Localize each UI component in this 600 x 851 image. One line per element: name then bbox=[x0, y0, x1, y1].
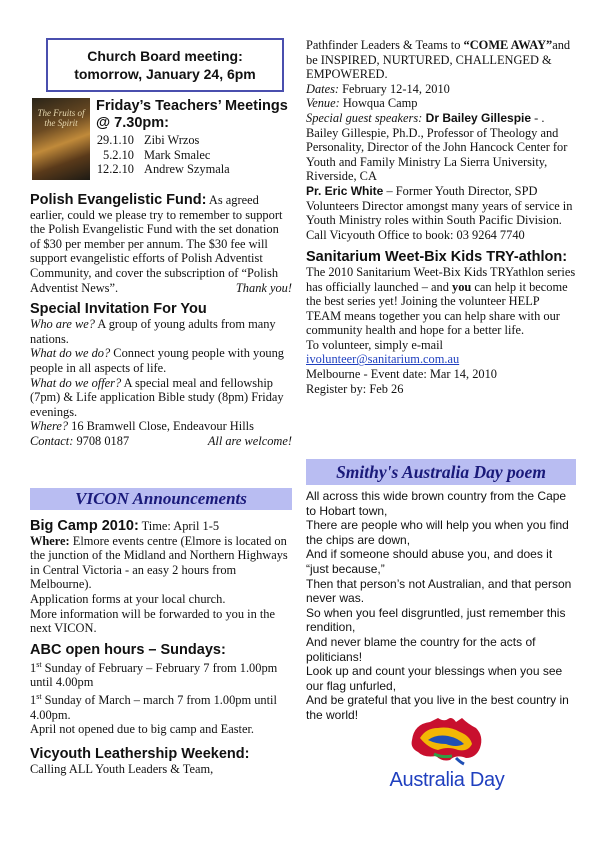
australia-map-icon bbox=[372, 714, 522, 766]
sanitarium-body-2: can help it become the best series yet! Joining the volunteer HELP TEAM means together you can help share with our community health and hope for a better life. bbox=[306, 279, 568, 338]
abc-ordinal: 1 bbox=[30, 693, 37, 708]
invitation-question: Who are we? bbox=[30, 317, 95, 332]
speaker-2-bio: – Former Youth Director, SPD Volunteers Director amongst many years of service in Youth Ministry roles within South Pacific Division. Call Vicyouth Office to book: 03 9264 7740 bbox=[306, 183, 573, 242]
leadership-text-2: and be INSPIRED, NURTURED, CHALLENGED & EMPOWERED. bbox=[306, 38, 571, 82]
book-cover-image bbox=[32, 98, 90, 180]
speaker-1-name: Dr Bailey Gillespie bbox=[422, 110, 532, 125]
teachers-list bbox=[96, 133, 296, 177]
invitation-answer: Connect young people with young people in all aspects of life. bbox=[30, 346, 284, 375]
sanitarium-volunteer: To volunteer, simply e-mail bbox=[306, 337, 443, 352]
speaker-1-bio: - . Bailey Gillespie, Ph.D., Professor of Theology and Personality, Director of the John Hancock Center for Youth and Family Ministry La Sierra University, Riverside, CA bbox=[306, 110, 568, 184]
right-column bbox=[306, 38, 576, 396]
polish-fund-body: As agreed earlier, could we please try to remember to support the Polish Evangelistic Fund with the set donation of $30 per member per annum. The $30 fee will support evangelistic efforts of Polish Adventist Community, and cover the subscription of “Polish Adventist News”. bbox=[30, 193, 283, 295]
speaker-2-name: Pr. Eric White bbox=[306, 183, 384, 198]
sanitarium-body: The 2010 Sanitarium Weet-Bix Kids TRYathlon series has officially launched – and bbox=[306, 264, 576, 294]
abc-ordinal-suffix: st bbox=[36, 692, 42, 702]
bigcamp-time-value: April 1-5 bbox=[170, 519, 220, 533]
poem-line: And if someone should abuse you, and does it “just because,” bbox=[306, 547, 553, 576]
teacher-name: Mark Smalec bbox=[144, 147, 211, 162]
board-line-1: Church Board meeting: bbox=[87, 48, 243, 64]
teacher-date: 12.2.10 bbox=[96, 162, 134, 177]
book-cover-title: The Fruits of the Spirit bbox=[37, 108, 85, 128]
poem-line: So when you feel disgruntled, just remember this rendition, bbox=[306, 605, 566, 635]
invitation-contact: 9708 0187 bbox=[73, 433, 130, 448]
teachers-heading: Friday’s Teachers’ Meetings @ 7.30pm: bbox=[96, 98, 288, 131]
bigcamp-forms: Application forms at your local church. bbox=[30, 591, 226, 606]
invitation-question: Contact: bbox=[30, 433, 74, 448]
bigcamp-where-value: Elmore events centre (Elmore is located on the junction of the Midland and Northern Highways in Central Victoria - an easy 2 hours from Melbourne). bbox=[30, 533, 288, 592]
sanitarium-you: you bbox=[452, 279, 472, 294]
abc-april-note: April not opened due to big camp and Easter. bbox=[30, 722, 255, 737]
teacher-row bbox=[92, 162, 296, 177]
teacher-row bbox=[92, 133, 296, 148]
polish-fund-heading: Polish Evangelistic Fund: bbox=[30, 192, 207, 208]
invitation-section bbox=[30, 301, 292, 448]
leadership-speakers-label: Special guest speakers: bbox=[306, 110, 423, 125]
invitation-answer: A group of young adults from many nations. bbox=[30, 317, 276, 346]
poem-line: All across this wide brown country from the Cape to Hobart town, bbox=[306, 489, 567, 518]
bigcamp-heading: Big Camp 2010: bbox=[30, 518, 139, 534]
bigcamp-time-label: Time: bbox=[138, 519, 171, 533]
bigcamp-where-label: Where: bbox=[30, 533, 70, 548]
abc-feb-hours: Sunday of February – February 7 from 1.00pm until 4.00pm bbox=[30, 660, 278, 690]
leadership-dates-value: February 12-14, 2010 bbox=[339, 81, 450, 96]
australia-day-logo-text: Australia Day bbox=[389, 769, 505, 791]
invitation-question: What do we do? bbox=[30, 346, 111, 361]
poem-line: There are people who will help you when you find the chips are down, bbox=[306, 518, 569, 547]
abc-mar-hours: Sunday of March – march 7 from 1.00pm until 4.00pm. bbox=[30, 693, 277, 722]
board-meeting-box bbox=[46, 38, 284, 92]
leadership-venue-label: Venue: bbox=[306, 96, 340, 111]
left-column bbox=[30, 193, 292, 449]
vicon-banner: VICON Announcements bbox=[30, 488, 292, 510]
board-line-2: tomorrow, January 24, 6pm bbox=[74, 66, 256, 82]
invitation-heading: Special Invitation For You bbox=[30, 301, 207, 318]
abc-ordinal-suffix: st bbox=[36, 659, 42, 669]
invitation-welcome: All are welcome! bbox=[207, 433, 292, 448]
teacher-name: Andrew Szymala bbox=[144, 162, 230, 177]
teacher-name: Zibi Wrzos bbox=[144, 133, 200, 147]
abc-ordinal: 1 bbox=[30, 660, 37, 675]
teacher-row bbox=[92, 148, 296, 163]
teacher-date: 29.1.10 bbox=[96, 133, 134, 147]
invitation-address: 16 Bramwell Close, Endeavour Hills bbox=[68, 419, 254, 434]
poem-section bbox=[306, 489, 576, 723]
leadership-text: Pathfinder Leaders & Teams to bbox=[306, 38, 464, 52]
leadership-come-away: “COME AWAY” bbox=[463, 38, 553, 52]
sanitarium-heading: Sanitarium Weet-Bix Kids TRY-athlon: bbox=[306, 249, 568, 266]
leadership-continued bbox=[306, 38, 576, 82]
bigcamp-more-info: More information will be forwarded to you in the next VICON. bbox=[30, 606, 275, 636]
sanitarium-register: Register by: Feb 26 bbox=[306, 381, 404, 396]
poem-banner: Smithy's Australia Day poem bbox=[306, 459, 576, 485]
sanitarium-email-link[interactable]: ivolunteer@sanitarium.com.au bbox=[306, 352, 460, 367]
leadership-dates-label: Dates: bbox=[306, 81, 340, 96]
teacher-date: 5.2.10 bbox=[103, 147, 134, 162]
leadership-heading: Vicyouth Leathership Weekend: bbox=[30, 745, 250, 762]
invitation-question: What do we offer? bbox=[30, 375, 122, 390]
leadership-venue-value: Howqua Camp bbox=[339, 96, 418, 111]
polish-fund-thanks: Thank you! bbox=[235, 280, 292, 295]
polish-fund-section bbox=[30, 193, 292, 295]
poem-line: Look up and count your blessings when you see our flag unfurled, bbox=[306, 664, 563, 693]
sanitarium-event: Melbourne - Event date: Mar 14, 2010 bbox=[306, 367, 497, 382]
vicon-section bbox=[30, 519, 292, 777]
sanitarium-section bbox=[306, 250, 576, 338]
invitation-question: Where? bbox=[30, 419, 69, 434]
teachers-section bbox=[96, 98, 296, 177]
poem-line: Then that person’s not Australian, and that person never was. bbox=[306, 576, 572, 606]
leadership-intro: Calling ALL Youth Leaders & Team, bbox=[30, 761, 214, 776]
abc-heading: ABC open hours – Sundays: bbox=[30, 641, 226, 658]
poem-line: And never blame the country for the acts of politicians! bbox=[306, 634, 536, 664]
invitation-answer: A special meal and fellowship (7pm) & Life application Bible study (8pm) Friday evenings. bbox=[30, 375, 284, 419]
australia-day-logo bbox=[372, 714, 522, 794]
poem-line: And be grateful that you live in the best country in the world! bbox=[306, 693, 569, 722]
